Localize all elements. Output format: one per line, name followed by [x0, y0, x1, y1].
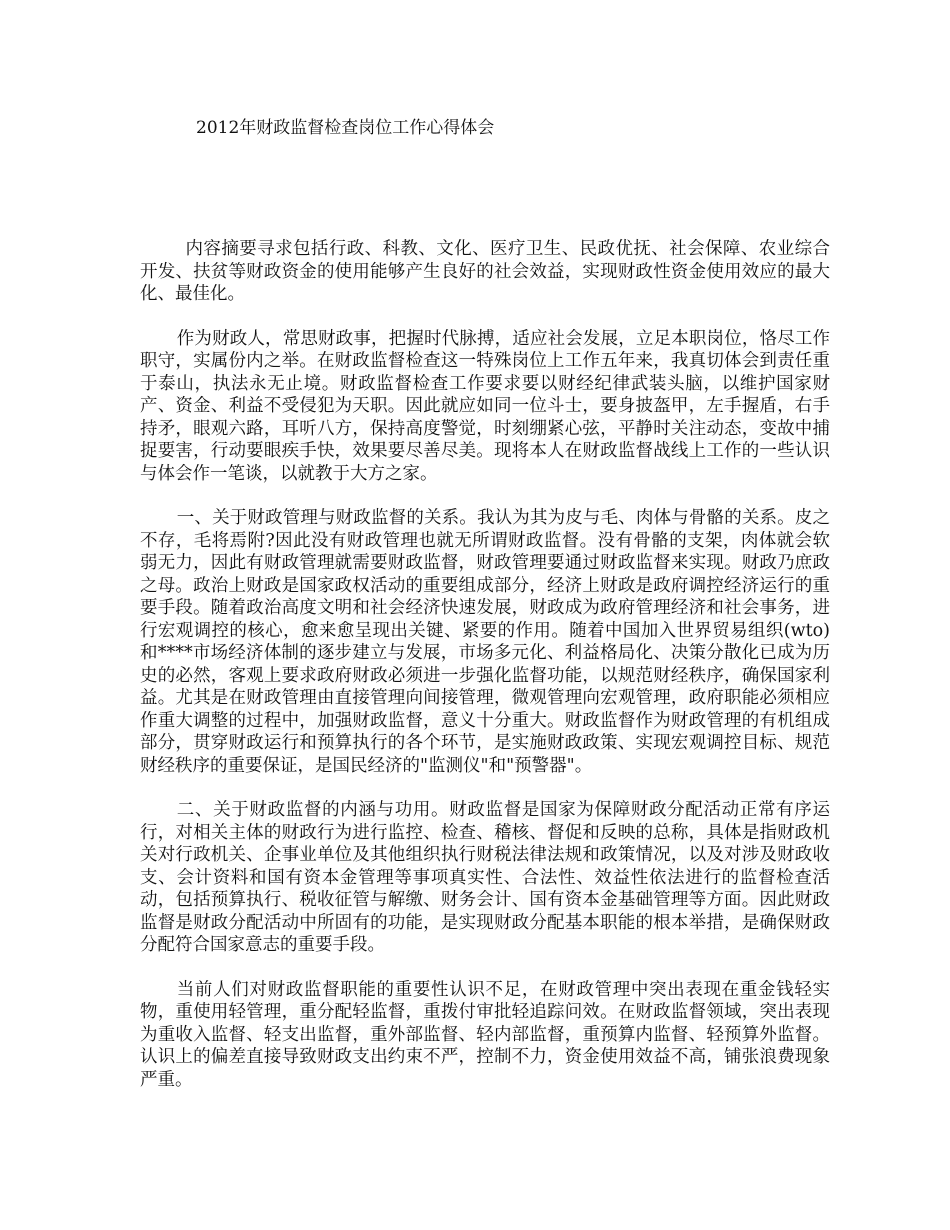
abstract-paragraph: 内容摘要寻求包括行政、科教、文化、医疗卫生、民政优抚、社会保障、农业综合开发、扶贫等财政资金的使用能够产生良好的社会效益，实现财政性资金使用效应的最大化、最佳化。 — [140, 239, 830, 304]
document-body — [140, 238, 830, 1113]
section-one-paragraph: 一、关于财政管理与财政监督的关系。我认为其为皮与毛、肉体与骨骼的关系。皮之不存，毛将焉附?因此没有财政管理也就无所谓财政监督。没有骨骼的支架，肉体就会软弱无力，因此有财政管理就需要财政监督，财政管理要通过财政监督来实现。财政乃庶政之母。政治上财政是国家政权活动的重要组成部分，经济上财政是政府调控经济运行的重要手段。随着政治高度文明和社会经济快速发展，财政成为政府管理经济和社会事务，进行宏观调控的核心，愈来愈呈现出关键、紧要的作用。随着中国加入世界贸易组织(wto)和****市场经济体制的逐步建立与发展，市场多元化、利益格局化、决策分散化已成为历史的必然，客观上要求政府财政必须进一步强化监督功能，以规范财经秩序，确保国家利益。尤其是在财政管理由直接管理向间接管理，微观管理向宏观管理，政府职能必须相应作重大调整的过程中，加强财政监督，意义十分重大。财政监督作为财政管理的有机组成部分，贯穿财政运行和预算执行的各个环节，是实施财政政策、实现宏观调控目标、规范财经秩序的重要保证，是国民经济的"监测仪"和"预警器"。 — [140, 508, 830, 776]
intro-paragraph: 作为财政人，常思财政事，把握时代脉搏，适应社会发展，立足本职岗位，恪尽工作职守，实属份内之举。在财政监督检查这一特殊岗位上工作五年来，我真切体会到责任重于泰山，执法永无止境。财政监督检查工作要求要以财经纪律武装头脑，以维护国家财产、资金、利益不受侵犯为天职。因此就应如同一位斗士，要身披盔甲，左手握盾，右手持矛，眼观六路，耳听八方，保持高度警觉，时刻绷紧心弦，平静时关注动态，变故中捕捉要害，行动要眼疾手快，效果要尽善尽美。现将本人在财政监督战线上工作的一些认识与体会作一笔谈，以就教于大方之家。 — [140, 328, 830, 484]
document-title: 2012年财政监督检查岗位工作心得体会 — [196, 118, 495, 138]
section-two-paragraph: 二、关于财政监督的内涵与功用。财政监督是国家为保障财政分配活动正常有序运行，对相关主体的财政行为进行监控、检查、稽核、督促和反映的总称，具体是指财政机关对行政机关、企事业单位及其他组织执行财税法律法规和政策情况，以及对涉及财政收支、会计资料和国有资本金管理等事项真实性、合法性、效益性依法进行的监督检查活动，包括预算执行、税收征管与解缴、财务会计、国有资本金基础管理等方面。因此财政监督是财政分配活动中所固有的功能，是实现财政分配基本职能的根本举措，是确保财政分配符合国家意志的重要手段。 — [140, 800, 830, 955]
current-issues-paragraph: 当前人们对财政监督职能的重要性认识不足，在财政管理中突出表现在重金钱轻实物，重使用轻管理，重分配轻监督，重拨付审批轻追踪问效。在财政监督领域，突出表现为重收入监督、轻支出监督，重外部监督、轻内部监督，重预算内监督、轻预算外监督。认识上的偏差直接导致财政支出约束不严，控制不力，资金使用效益不高，铺张浪费现象严重。 — [140, 979, 830, 1090]
